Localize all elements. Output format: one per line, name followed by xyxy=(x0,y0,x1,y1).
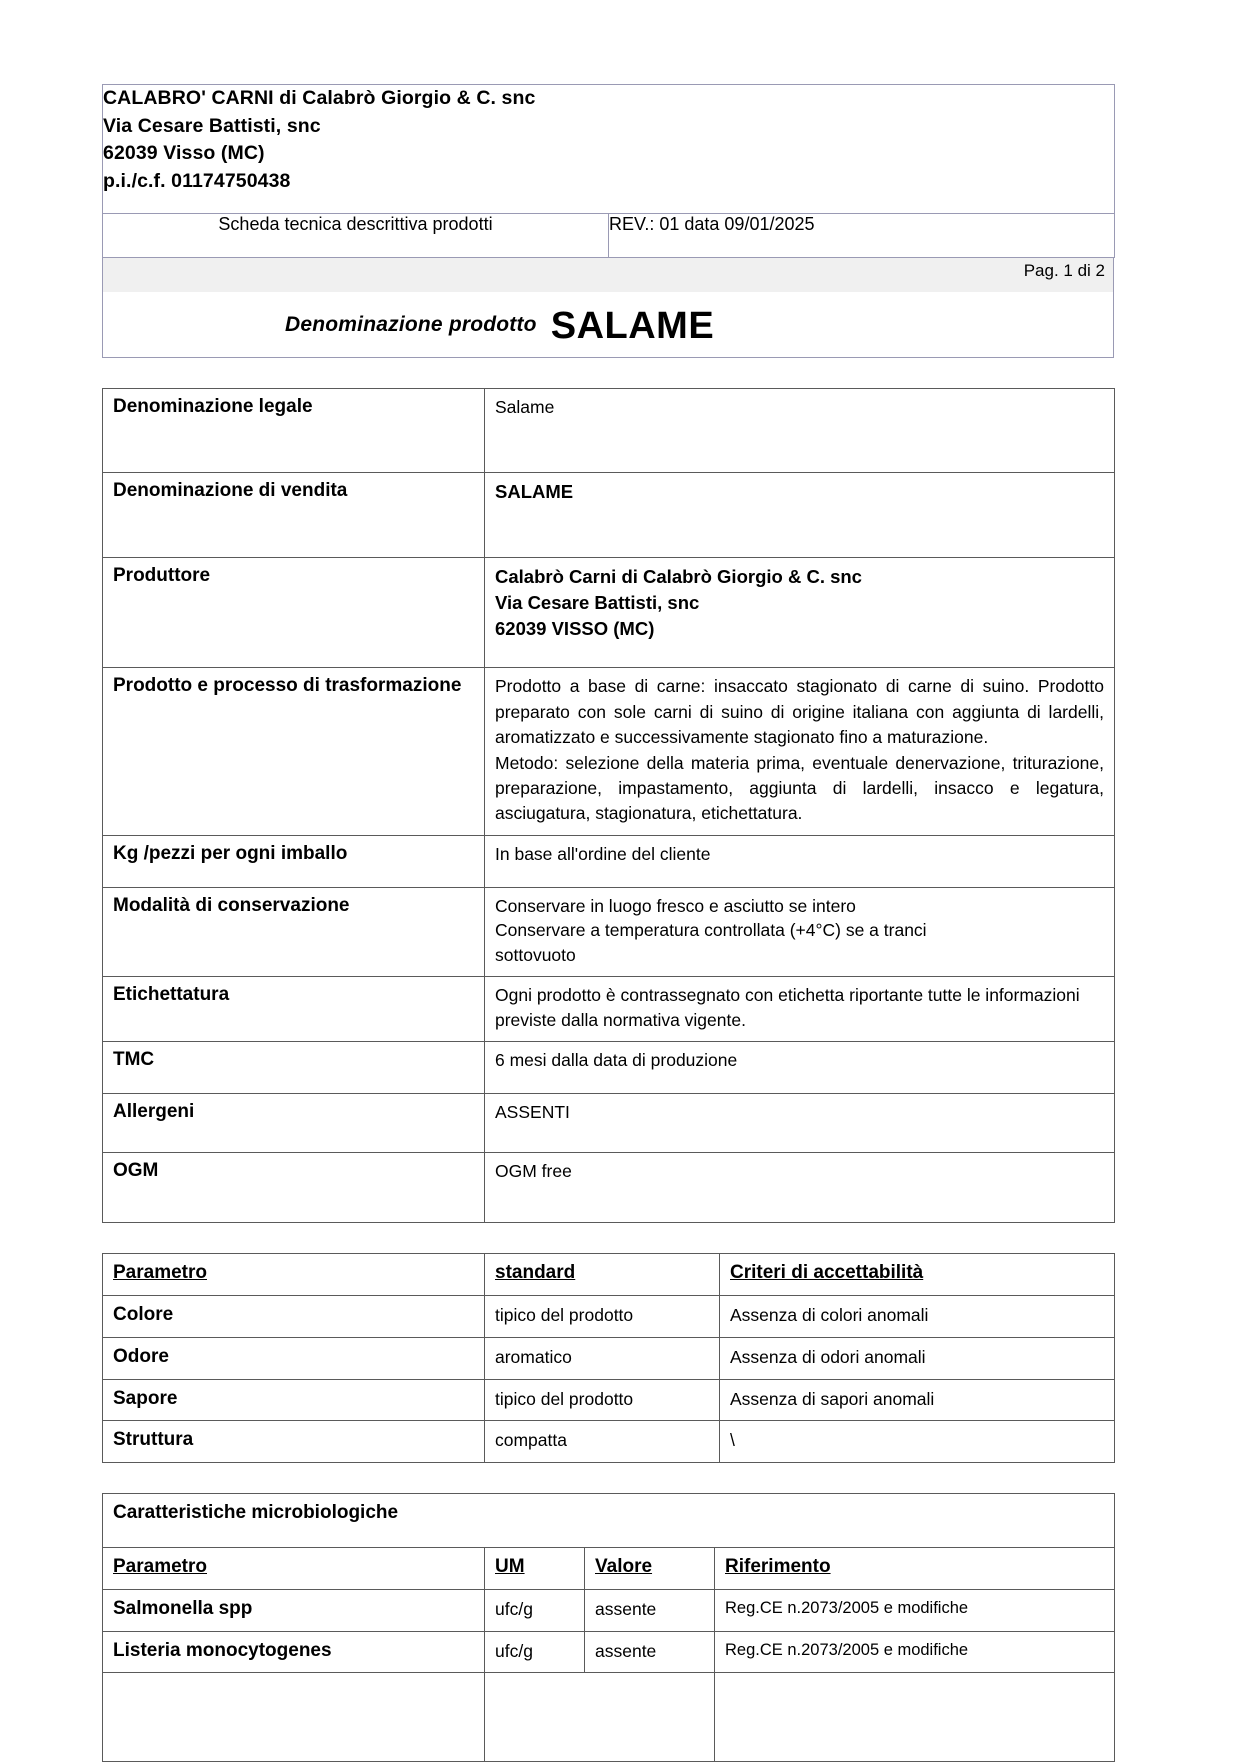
spec-value: Salame xyxy=(495,397,555,417)
table-row xyxy=(103,1631,1115,1673)
table-row xyxy=(103,472,1115,557)
sensory-param-cell xyxy=(103,1295,485,1337)
spec-label-cell xyxy=(103,668,485,835)
cell-spacer xyxy=(495,505,1104,549)
cell-spacer xyxy=(495,867,1104,879)
sensory-header-cell xyxy=(485,1254,720,1296)
table-row xyxy=(103,1379,1115,1421)
revision-text: REV.: 01 data 09/01/2025 xyxy=(609,214,815,234)
micro-parameter: Salmonella spp xyxy=(113,1597,253,1619)
spec-label-cell xyxy=(103,389,485,473)
page-indicator-band xyxy=(102,258,1114,292)
spec-value-cell xyxy=(485,472,1115,557)
micro-reference: Reg.CE n.2073/2005 e modifiche xyxy=(725,1640,969,1659)
table-row-empty xyxy=(103,1673,1115,1762)
sensory-criteria: Assenza di sapori anomali xyxy=(730,1388,935,1409)
spacer-before-sensory xyxy=(110,1223,1130,1253)
micro-title: Caratteristiche microbiologiche xyxy=(113,1502,399,1524)
micro-value-cell xyxy=(585,1589,715,1631)
sensory-param-cell xyxy=(103,1421,485,1463)
spec-label: Allergeni xyxy=(113,1100,195,1122)
product-denomination-band xyxy=(102,292,1114,358)
doc-title: Scheda tecnica descrittiva prodotti xyxy=(218,214,493,234)
sensory-standard-cell xyxy=(485,1337,720,1379)
micro-um: ufc/g xyxy=(495,1640,533,1661)
table-row xyxy=(103,1041,1115,1093)
micro-title-cell xyxy=(103,1494,1115,1548)
spec-label-cell xyxy=(103,1153,485,1223)
sensory-header-cell xyxy=(720,1254,1115,1296)
sensory-criteria: Assenza di colori anomali xyxy=(730,1304,929,1325)
micro-value-cell xyxy=(585,1631,715,1673)
sensory-standard: tipico del prodotto xyxy=(495,1388,634,1409)
spec-value: ASSENTI xyxy=(495,1101,570,1122)
storage-line-1: Conservare in luogo fresco e asciutto se intero xyxy=(495,895,856,916)
table-row xyxy=(103,1589,1115,1631)
document-header xyxy=(102,84,1115,258)
spec-label-cell xyxy=(103,887,485,977)
sensory-characteristics-table xyxy=(102,1253,1115,1463)
table-row xyxy=(103,1421,1115,1463)
column-header-standard: standard xyxy=(495,1262,576,1284)
company-street: Via Cesare Battisti, snc xyxy=(103,114,321,137)
spec-label: Etichettatura xyxy=(113,984,230,1006)
company-vat: p.i./c.f. 01174750438 xyxy=(103,170,291,193)
table-row xyxy=(103,977,1115,1042)
sensory-criteria-cell xyxy=(720,1337,1115,1379)
sensory-standard: compatta xyxy=(495,1430,567,1451)
micro-empty-ref-cell xyxy=(715,1673,1115,1762)
micro-ref-cell xyxy=(715,1631,1115,1673)
micro-title-row xyxy=(103,1494,1115,1548)
spec-label: Modalità di conservazione xyxy=(113,894,350,916)
spec-label-cell xyxy=(103,835,485,887)
spec-value: SALAME xyxy=(495,480,574,502)
sensory-param-cell xyxy=(103,1379,485,1421)
column-header-parametro: Parametro xyxy=(113,1556,207,1577)
process-paragraph-2: Metodo: selezione della materia prima, eventuale denervazione, triturazione, preparazione, impastamento, aggiunta di lardelli, insacco e legatura, asciugatura, stagionatura, etichettatura. xyxy=(495,752,1104,824)
spec-value-cell xyxy=(485,835,1115,887)
product-denomination-value: SALAME xyxy=(550,304,715,347)
company-city: 62039 Visso (MC) xyxy=(103,142,265,165)
table-row xyxy=(103,887,1115,977)
cell-spacer xyxy=(495,641,1104,659)
micro-param-cell xyxy=(103,1589,485,1631)
sensory-parameter: Colore xyxy=(113,1303,174,1325)
spec-value-cell xyxy=(485,887,1115,977)
storage-line-2: Conservare a temperatura controllata (+4°C) se a tranci xyxy=(495,920,927,941)
micro-um: ufc/g xyxy=(495,1598,533,1619)
sensory-standard: aromatico xyxy=(495,1346,572,1367)
micro-reference: Reg.CE n.2073/2005 e modifiche xyxy=(725,1598,969,1617)
spec-label: TMC xyxy=(113,1048,155,1070)
doc-title-cell xyxy=(103,214,609,258)
table-row xyxy=(103,1093,1115,1153)
micro-value: assente xyxy=(595,1598,657,1619)
microbiological-table xyxy=(102,1493,1115,1762)
header-doc-row xyxy=(103,214,1115,258)
micro-ref-cell xyxy=(715,1589,1115,1631)
micro-value: assente xyxy=(595,1640,657,1661)
sensory-standard-cell xyxy=(485,1421,720,1463)
spec-label: OGM xyxy=(113,1160,159,1182)
sensory-criteria-cell xyxy=(720,1379,1115,1421)
spec-label: Produttore xyxy=(113,564,211,586)
spec-value-cell xyxy=(485,977,1115,1042)
sensory-standard: tipico del prodotto xyxy=(495,1304,634,1325)
spec-label-cell xyxy=(103,977,485,1042)
table-header-row xyxy=(103,1548,1115,1590)
column-header-criteri: Criteri di accettabilità xyxy=(730,1262,924,1284)
spec-label: Kg /pezzi per ogni imballo xyxy=(113,842,348,864)
sensory-parameter: Struttura xyxy=(113,1429,194,1451)
micro-empty-value-cell xyxy=(485,1673,715,1762)
sensory-standard-cell xyxy=(485,1295,720,1337)
spec-label-cell xyxy=(103,472,485,557)
table-row xyxy=(103,835,1115,887)
column-header-valore: Valore xyxy=(595,1556,653,1577)
spec-value-cell xyxy=(485,389,1115,473)
micro-um-cell xyxy=(485,1631,585,1673)
header-company-row xyxy=(103,85,1115,214)
spec-label: Prodotto e processo di trasformazione xyxy=(113,675,462,697)
producer-name: Calabrò Carni di Calabrò Giorgio & C. snc xyxy=(495,565,862,587)
producer-city: 62039 VISSO (MC) xyxy=(495,617,655,639)
micro-um-cell xyxy=(485,1589,585,1631)
sensory-parameter: Sapore xyxy=(113,1387,178,1409)
product-spec-table xyxy=(102,388,1115,1223)
sensory-criteria-cell xyxy=(720,1295,1115,1337)
column-header-riferimento: Riferimento xyxy=(725,1556,831,1577)
micro-param-cell xyxy=(103,1631,485,1673)
micro-header-cell xyxy=(485,1548,585,1590)
spec-label-cell xyxy=(103,1093,485,1153)
spec-value-cell xyxy=(485,1153,1115,1223)
spec-label-cell xyxy=(103,1041,485,1093)
page-indicator: Pag. 1 di 2 xyxy=(1023,261,1105,280)
spec-value-cell xyxy=(485,557,1115,668)
cell-spacer xyxy=(113,1526,1104,1538)
spacer-after-header xyxy=(110,358,1130,388)
spec-value: Ogni prodotto è contrassegnato con etichetta riportante tutte le informazioni previste dalla normativa vigente. xyxy=(495,985,1080,1030)
table-header-row xyxy=(103,1254,1115,1296)
spec-value: 6 mesi dalla data di produzione xyxy=(495,1049,738,1070)
cell-spacer xyxy=(495,1184,1104,1214)
spec-label: Denominazione di vendita xyxy=(113,479,348,501)
table-row xyxy=(103,557,1115,668)
spec-label: Denominazione legale xyxy=(113,396,313,417)
micro-parameter: Listeria monocytogenes xyxy=(113,1639,332,1661)
cell-spacer xyxy=(495,420,1104,464)
sensory-param-cell xyxy=(103,1337,485,1379)
micro-header-cell xyxy=(103,1548,485,1590)
cell-spacer xyxy=(495,1124,1104,1144)
spec-value: OGM free xyxy=(495,1161,572,1182)
spec-label-cell xyxy=(103,557,485,668)
sensory-criteria-cell xyxy=(720,1421,1115,1463)
spec-value: In base all'ordine del cliente xyxy=(495,843,711,864)
table-row xyxy=(103,1153,1115,1223)
revision-cell xyxy=(609,214,1115,258)
table-row xyxy=(103,1295,1115,1337)
spec-value-cell xyxy=(485,1093,1115,1153)
column-header-um: UM xyxy=(495,1556,525,1577)
table-row xyxy=(103,1337,1115,1379)
spacer-before-micro xyxy=(110,1463,1130,1493)
table-row xyxy=(103,389,1115,473)
company-name: CALABRO' CARNI di Calabrò Giorgio & C. snc xyxy=(103,87,536,109)
spec-value-cell xyxy=(485,668,1115,835)
spec-value-cell xyxy=(485,1041,1115,1093)
product-denomination-label: Denominazione prodotto xyxy=(285,312,537,336)
producer-street: Via Cesare Battisti, snc xyxy=(495,591,700,613)
company-info-cell xyxy=(103,85,1115,214)
micro-empty-param-cell xyxy=(103,1673,485,1762)
sensory-standard-cell xyxy=(485,1379,720,1421)
micro-header-cell xyxy=(715,1548,1115,1590)
table-row xyxy=(103,668,1115,835)
sensory-criteria: \ xyxy=(730,1430,735,1451)
column-header-parametro: Parametro xyxy=(113,1262,207,1284)
sensory-parameter: Odore xyxy=(113,1345,169,1367)
process-paragraph-1: Prodotto a base di carne: insaccato stagionato di carne di suino. Prodotto preparato con sole carni di suino di origine italiana con aggiunta di lardelli, aromatizzato e successivamente stagionato fino a maturazione. xyxy=(495,676,1104,748)
micro-header-cell xyxy=(585,1548,715,1590)
cell-spacer xyxy=(495,1073,1104,1085)
storage-line-3: sottovuoto xyxy=(495,945,576,966)
sensory-header-cell xyxy=(103,1254,485,1296)
sensory-criteria: Assenza di odori anomali xyxy=(730,1346,926,1367)
